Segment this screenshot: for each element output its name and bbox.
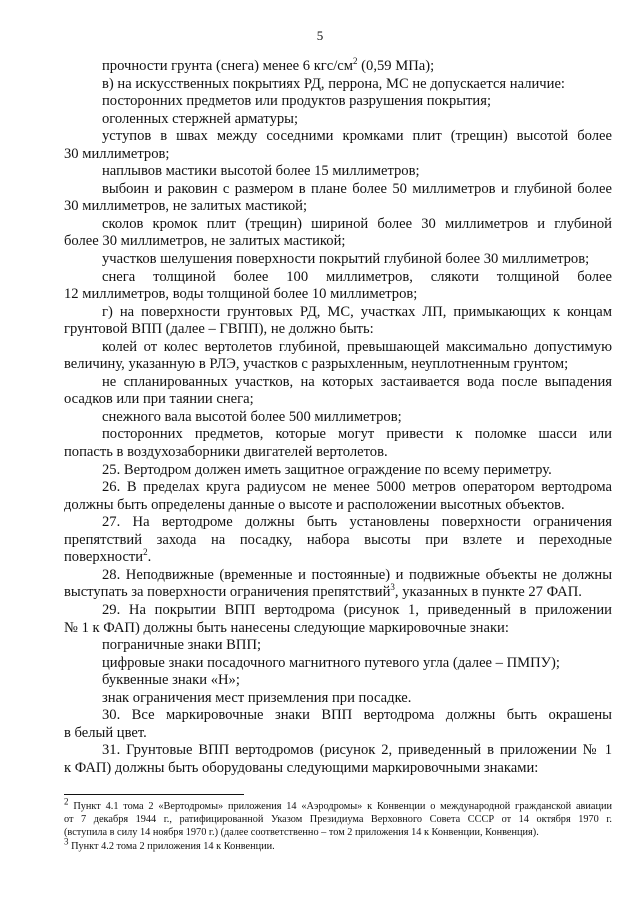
text-line: 31. Грунтовые ВПП вертодромов (рисунок 2, приведенный в приложении № 1: [102, 742, 612, 759]
text-line: в белый цвет.: [64, 724, 147, 741]
text-line: попасть в воздухозаборники двигателей вертолетов.: [64, 444, 388, 461]
footnote-line: от 7 декабря 1944 г., ратифицированной Указом Президиума Верховного Совета СССР от 14 октября 1970 г.: [64, 814, 612, 826]
footnote-separator: [64, 794, 244, 795]
text-line: прочности грунта (снега) менее 6 кгс/$см^2$ (0,59 МПа);: [102, 56, 435, 74]
text-line: 12 миллиметров, воды толщиной более 10 миллиметров;: [64, 286, 418, 303]
text-line: знак ограничения мест приземления при посадке.: [102, 689, 412, 706]
text-line: 30. Все маркировочные знаки ВПП вертодрома должны быть окрашены: [102, 707, 612, 724]
page-number: 5: [316, 28, 324, 43]
text-line: сколов кромок плит (трещин) шириной более 30 миллиметров и глубиной: [102, 215, 612, 232]
footnotes: [64, 796, 612, 853]
text-line: посторонних предметов или продуктов разрушения покрытия;: [102, 93, 492, 110]
text-line: осадков или при таянии снега;: [64, 391, 254, 408]
text-line: поверхности$^2$.: [64, 547, 152, 566]
body-text: [64, 58, 612, 777]
text-line: к ФАП) должны быть оборудованы следующими маркировочными знаками:: [64, 759, 539, 776]
superscript: 2: [353, 56, 358, 67]
text-line: наплывов мастики высотой более 15 миллиметров;: [102, 163, 420, 180]
superscript: 3: [390, 582, 395, 593]
footnote-line: $^3$ Пункт 4.2 тома 2 приложения 14 к Конвенции.: [64, 836, 275, 852]
text-line: должны быть определены данные о высоте и расположении высотных объектов.: [64, 496, 565, 513]
text-line: оголенных стержней арматуры;: [102, 110, 299, 127]
footnote-line: (вступила в силу 14 ноября 1970 г.) (далее соответственно – том 2 приложения 14 к Конвенции, Конвенция).: [64, 827, 539, 839]
text-line: препятствий захода на посадку, набора высоты при взлете и переходные: [64, 531, 612, 548]
text-line: выбоин и раковин с размером в плане более 50 миллиметров и глубиной более: [102, 180, 612, 197]
text-line: более 30 миллиметров, не залитых мастикой;: [64, 233, 346, 250]
footnote-mark: 2: [64, 796, 69, 807]
text-line: уступов в швах между соседними кромками плит (трещин) высотой более: [102, 128, 612, 145]
text-line: не спланированных участков, на которых застаивается вода после выпадения: [102, 373, 612, 390]
text-line: снежного вала высотой более 500 миллиметров;: [102, 408, 402, 425]
text-line: колей от колес вертолетов глубиной, превышающей максимально допустимую: [102, 338, 612, 355]
text-line: г) на поверхности грунтовых РД, МС, участках ЛП, примыкающих к концам: [102, 303, 612, 320]
text-line: 30 миллиметров, не залитых мастикой;: [64, 198, 308, 215]
text-line: 28. Неподвижные (временные и постоянные) и подвижные объекты не должны: [102, 566, 612, 583]
text-line: выступать за поверхности ограничения препятствий$^3$, указанных в пункте 27 ФАП.: [64, 582, 582, 601]
superscript: 2: [143, 547, 148, 558]
text-line: 30 миллиметров;: [64, 145, 170, 162]
text-line: № 1 к ФАП) должны быть нанесены следующие маркировочные знаки:: [64, 619, 509, 636]
text-line: величину, указанную в РЛЭ, участков с разрыхленным, неуплотненным грунтом;: [64, 356, 569, 373]
text-line: 25. Вертодром должен иметь защитное ограждение по всему периметру.: [102, 461, 552, 478]
text-line: грунтовой ВПП (далее – ГВПП), не должно быть:: [64, 321, 374, 338]
text-line: буквенные знаки «Н»;: [102, 672, 240, 689]
footnote-line: $^2$ Пункт 4.1 тома 2 «Вертодромы» приложения 14 «Аэродромы» к Конвенции о международной гражданской авиации: [64, 796, 612, 812]
text-line: 29. На покрытии ВПП вертодрома (рисунок 1, приведенный в приложении: [102, 601, 612, 618]
text-line: в) на искусственных покрытиях РД, перрона, МС не допускается наличие:: [102, 75, 565, 92]
text-line: цифровые знаки посадочного магнитного путевого угла (далее – ПМПУ);: [102, 654, 560, 671]
text-line: 27. На вертодроме должны быть установлены поверхности ограничения: [102, 514, 612, 531]
text-line: участков шелушения поверхности покрытий глубиной более 30 миллиметров;: [102, 251, 590, 268]
text-line: посторонних предметов, которые могут привести к поломке шасси или: [102, 426, 612, 443]
text-line: снега толщиной более 100 миллиметров, слякоти толщиной более: [102, 268, 612, 285]
text-line: пограничные знаки ВПП;: [102, 637, 262, 654]
footnote-mark: 3: [64, 836, 69, 847]
text-line: 26. В пределах круга радиусом не менее 5000 метров оператором вертодрома: [102, 479, 612, 496]
